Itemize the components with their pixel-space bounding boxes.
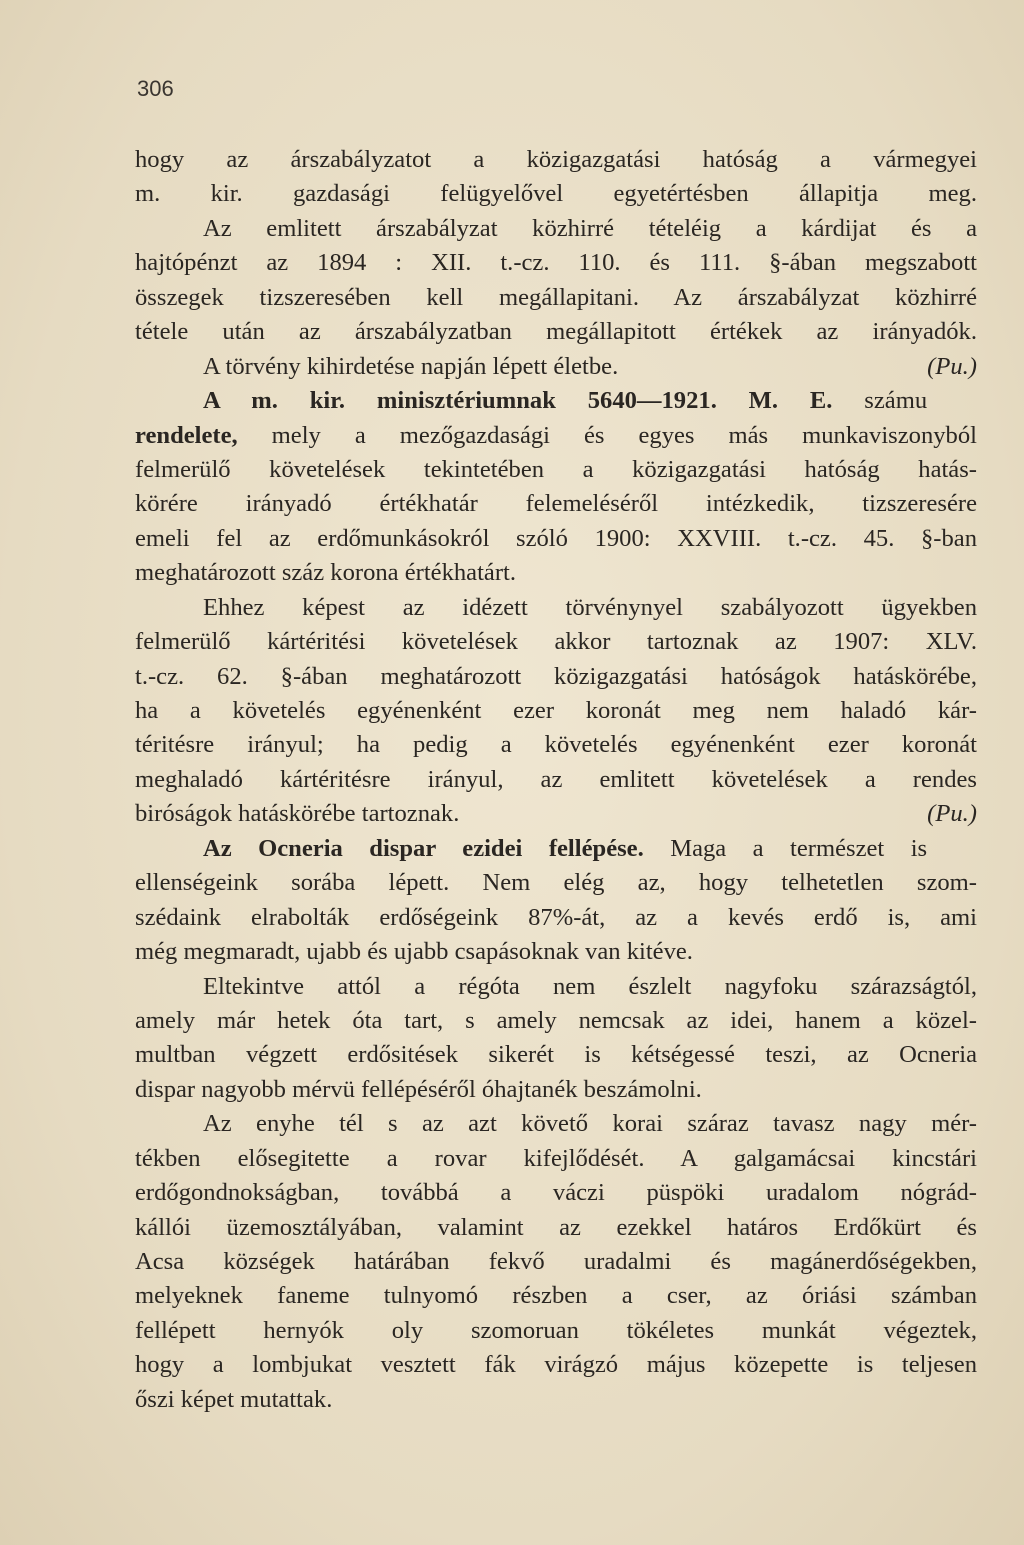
- text-line: tétele után az árszabályzatban megállapitott értékek az irányadók.: [135, 318, 977, 346]
- heading-bold: rendelete,: [135, 421, 238, 449]
- text-line: Az emlitett árszabályzat közhirré tételéig a kárdijat és a: [203, 214, 977, 242]
- text-line: hogy az árszabályzatot a közigazgatási hatóság a vármegyei: [135, 146, 977, 173]
- text-line: A törvény kihirdetése napján lépett életbe. (Pu.): [135, 350, 977, 384]
- text-line: rendelete, mely a mezőgazdasági és egyes más munkaviszonyból: [135, 421, 977, 449]
- text-line: tékben elősegitette a rovar kifejlődését. A galgamácsai kincstári: [135, 1144, 977, 1172]
- text-line: t.-cz. 62. §-ában meghatározott közigazgatási hatóságok hatáskörébe,: [135, 662, 977, 690]
- text-line: Eltekintve attól a régóta nem észlelt nagyfoku szárazságtól,: [203, 972, 977, 1000]
- text-line: Acsa községek határában fekvő uradalmi és magánerdőségekben,: [135, 1248, 977, 1275]
- text-line: emeli fel az erdőmunkásokról szóló 1900: XXVIII. t.-cz. 45. §-ban: [135, 524, 977, 552]
- text-line: téritésre irányul; ha pedig a követelés egyénenként ezer koronát: [135, 731, 977, 759]
- text-line: erdőgondnokságban, továbbá a váczi püspöki uradalom nógrád-: [135, 1179, 977, 1207]
- text-line: Ehhez képest az idézett törvénynyel szabályozott ügyekben: [203, 593, 977, 621]
- text-line: dispar nagyobb mérvü fellépéséről óhajtanék beszámolni.: [135, 1075, 702, 1103]
- text-line: hajtópénzt az 1894 : XII. t.-cz. 110. és 111. §-ában megszabott: [135, 249, 977, 277]
- text-line: szédaink elrabolták erdőségeink 87%-át, az a kevés erdő is, ami: [135, 903, 977, 931]
- text-line: ha a követelés egyénenként ezer koronát meg nem haladó kár-: [135, 697, 977, 724]
- text-line: biróságok hatáskörébe tartoznak. (Pu.): [135, 797, 977, 831]
- heading-bold: A m. kir. minisztériumnak 5640—1921. M. E.: [203, 387, 833, 415]
- text-line: melyeknek faneme tulnyomó részben a cser, az óriási számban: [135, 1282, 977, 1310]
- body-text: [135, 143, 977, 1417]
- text-line: meghatározott száz korona értékhatárt.: [135, 559, 517, 587]
- source-signature: (Pu.): [927, 800, 977, 828]
- text-line: multban végzett erdősitések sikerét is kétségessé teszi, az Ocneria: [135, 1041, 977, 1069]
- text-line: meghaladó kártéritésre irányul, az emlitett követelések a rendes: [135, 765, 977, 793]
- text-line: amely már hetek óta tart, s amely nemcsak az idei, hanem a közel-: [135, 1006, 977, 1034]
- text-line: felmerülő kártéritési követelések akkor tartoznak az 1907: XLV.: [135, 628, 977, 656]
- text-line: körére irányadó értékhatár felemeléséről intézkedik, tizszeresére: [135, 490, 977, 518]
- text-line: Az Ocneria dispar ezidei fellépése. Maga a természet is: [203, 834, 928, 862]
- page-number: 306: [137, 76, 174, 101]
- source-signature: (Pu.): [927, 352, 977, 380]
- text-line: m. kir. gazdasági felügyelővel egyetértésben állapitja meg.: [135, 180, 977, 208]
- text-line: kállói üzemosztályában, valamint az ezekkel határos Erdőkürt és: [135, 1213, 977, 1241]
- text-line: felmerülő követelések tekintetében a közigazgatási hatóság hatás-: [135, 455, 977, 483]
- text-line: fellépett hernyók oly szomoruan tökéletes munkát végeztek,: [135, 1316, 977, 1344]
- text-line: hogy a lombjukat vesztett fák virágzó május közepette is teljesen: [135, 1351, 977, 1379]
- text-line: még megmaradt, ujabb és ujabb csapásoknak van kitéve.: [135, 938, 693, 966]
- heading-bold: Az Ocneria dispar ezidei fellépése.: [203, 834, 644, 862]
- text-line: A m. kir. minisztériumnak 5640—1921. M. E. számu: [203, 387, 928, 415]
- text-line: összegek tizszeresében kell megállapitani. Az árszabályzat közhirré: [135, 283, 977, 311]
- text-line: ellenségeink sorába lépett. Nem elég az, hogy telhetetlen szom-: [135, 869, 977, 897]
- text-line: őszi képet mutattak.: [135, 1385, 333, 1413]
- text-line: Az enyhe tél s az azt követő korai száraz tavasz nagy mér-: [203, 1110, 977, 1138]
